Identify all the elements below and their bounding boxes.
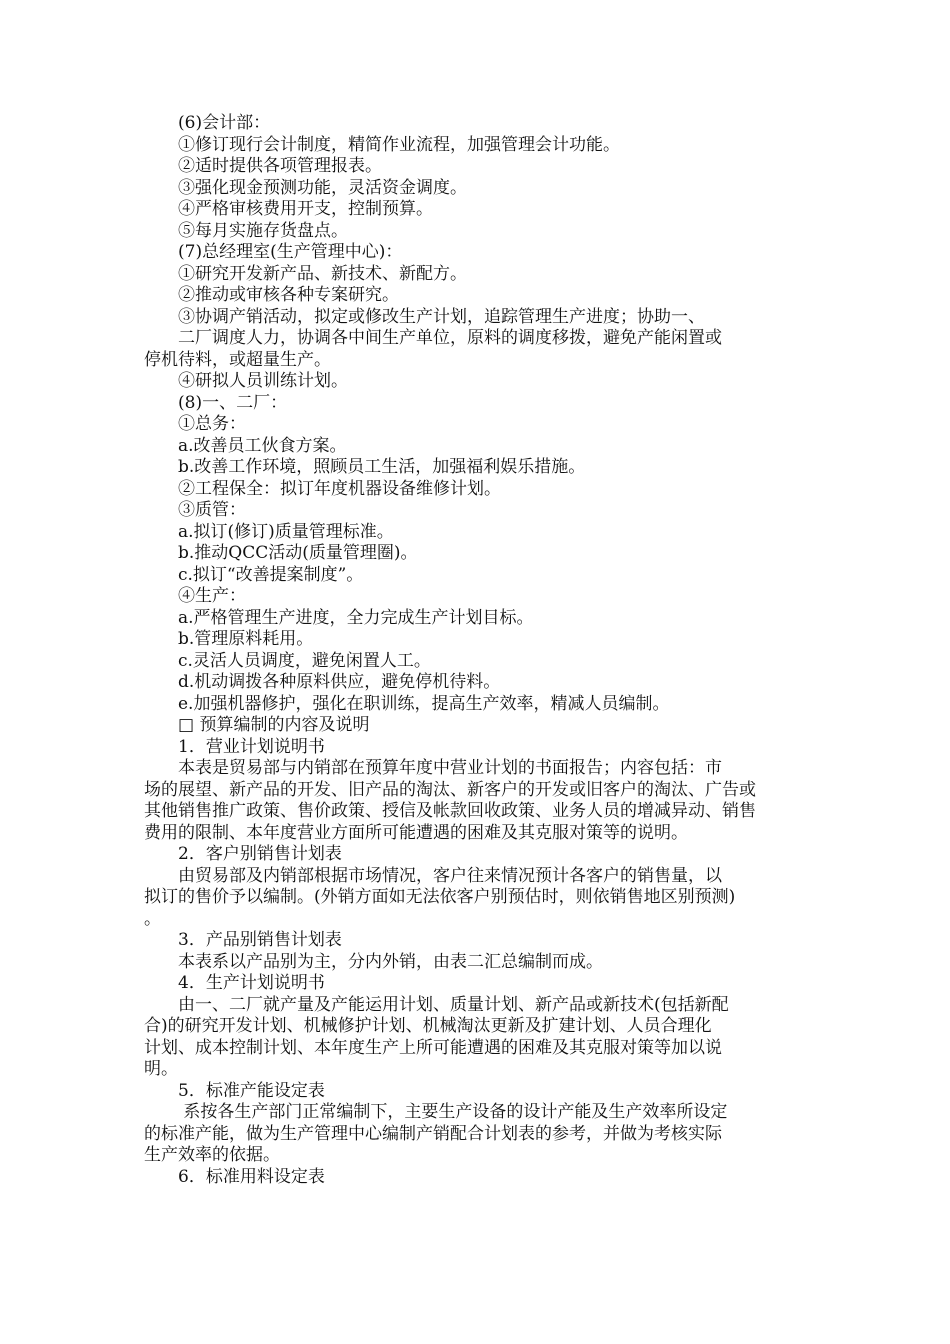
text-line: ①修订现行会计制度，精简作业流程，加强管理会计功能。 <box>144 134 620 155</box>
text-line: b.改善工作环境，照顾员工生活，加强福利娱乐措施。 <box>144 457 586 477</box>
text-line: 生产效率的依据。 <box>144 1145 280 1165</box>
text-line: ②工程保全：拟订年度机器设备维修计划。 <box>144 478 501 499</box>
text-line: ①总务： <box>144 414 246 434</box>
text-line: 1．营业计划说明书 <box>144 736 325 757</box>
text-line: ④研拟人员训练计划。 <box>144 371 348 391</box>
text-line: c.拟订“改善提案制度”。 <box>144 564 364 585</box>
text-line: a.改善员工伙食方案。 <box>144 435 347 456</box>
text-line: ①研究开发新产品、新技术、新配方。 <box>144 263 467 284</box>
text-line: (6)会计部： <box>144 113 271 133</box>
text-line: 2．客户别销售计划表 <box>144 844 342 864</box>
text-line: 5．标准产能设定表 <box>144 1080 325 1101</box>
text-line: 3．产品别销售计划表 <box>144 930 342 950</box>
text-line: 费用的限制、本年度营业方面所可能遭遇的困难及其克服对策等的说明。 <box>144 822 688 843</box>
text-line: ③强化现金预测功能，灵活资金调度。 <box>144 177 467 198</box>
text-line: c.灵活人员调度，避免闲置人工。 <box>144 650 431 671</box>
text-line: 。 <box>144 908 161 929</box>
text-line: 场的展望、新产品的开发、旧产品的淘汰、新客户的开发或旧客户的淘汰、广告或 <box>144 779 756 800</box>
text-line: ②适时提供各项管理报表。 <box>144 156 382 176</box>
text-line: 计划、成本控制计划、本年度生产上所可能遭遇的困难及其克服对策等加以说 <box>144 1037 722 1058</box>
text-line: 4．生产计划说明书 <box>144 973 325 993</box>
text-line: 由贸易部及内销部根据市场情况，客户往来情况预计各客户的销售量，以 <box>144 865 722 886</box>
text-line: a.拟订(修订)质量管理标准。 <box>144 521 394 542</box>
text-line: 停机待料，或超量生产。 <box>144 349 331 370</box>
text-line: ④严格审核费用开支，控制预算。 <box>144 199 433 219</box>
text-line: 系按各生产部门正常编制下，主要生产设备的设计产能及生产效率所设定 <box>144 1102 728 1122</box>
text-line: e.加强机器修护，强化在职训练，提高生产效率，精减人员编制。 <box>144 693 670 714</box>
text-line: 明。 <box>144 1059 178 1079</box>
text-line: d.机动调拨各种原料供应，避免停机待料。 <box>144 672 501 692</box>
text-line: ③协调产销活动，拟定或修改生产计划，追踪管理生产进度；协助一、 <box>144 306 705 327</box>
text-line: 合)的研究开发计划、机械修护计划、机械淘汰更新及扩建计划、人员合理化 <box>144 1016 712 1036</box>
document-body <box>144 113 810 1188</box>
text-line: 由一、二厂就产量及产能运用计划、质量计划、新产品或新技术(包括新配 <box>144 994 729 1015</box>
text-line: b.推动QCC活动(质量管理圈)。 <box>144 543 418 563</box>
text-line: b.管理原料耗用。 <box>144 629 314 649</box>
text-line: 本表系以产品别为主，分内外销，由表二汇总编制而成。 <box>144 951 603 972</box>
text-line: a.严格管理生产进度，全力完成生产计划目标。 <box>144 607 534 628</box>
text-line: 的标准产能，做为生产管理中心编制产销配合计划表的参考，并做为考核实际 <box>144 1123 722 1144</box>
text-line: 6．标准用料设定表 <box>144 1166 325 1187</box>
section-heading: □ 预算编制的内容及说明 <box>144 715 370 735</box>
text-line: 其他销售推广政策、售价政策、授信及帐款回收政策、业务人员的增减异动、销售 <box>144 801 756 821</box>
text-line: 二厂调度人力，协调各中间生产单位，原料的调度移拨，避免产能闲置或 <box>144 328 722 348</box>
text-line: ⑤每月实施存货盘点。 <box>144 220 348 241</box>
text-line: ④生产： <box>144 586 246 606</box>
text-line: 本表是贸易部与内销部在预算年度中营业计划的书面报告；内容包括：市 <box>144 758 722 778</box>
text-line: ③质管： <box>144 500 246 520</box>
text-line: 拟订的售价予以编制。(外销方面如无法依客户别预估时，则依销售地区别预测) <box>144 887 736 907</box>
text-line: ②推动或审核各种专案研究。 <box>144 285 399 305</box>
text-line: (7)总经理室(生产管理中心)： <box>144 242 403 262</box>
text-line: (8)一、二厂： <box>144 392 288 413</box>
